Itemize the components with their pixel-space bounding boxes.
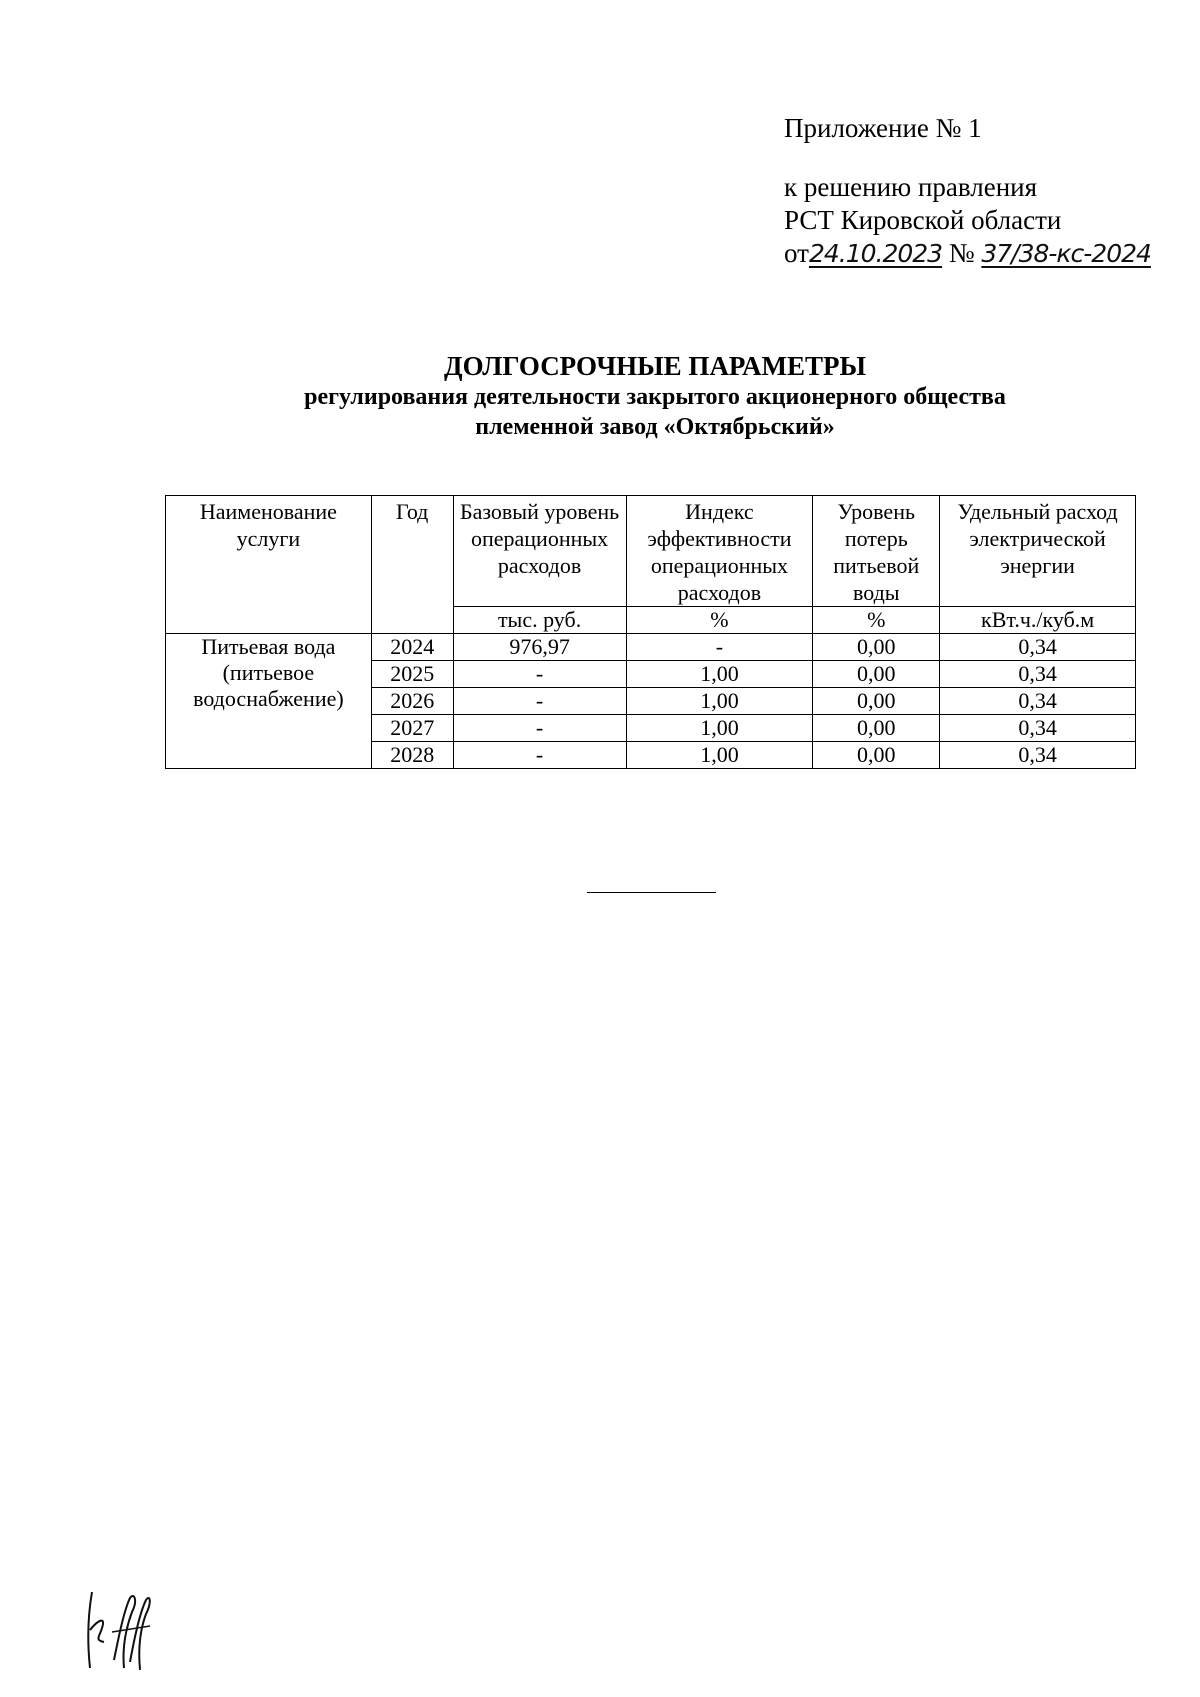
energy-cell: 0,34 bbox=[940, 715, 1136, 742]
efficiency-index-cell: 1,00 bbox=[626, 688, 813, 715]
number-prefix: № bbox=[948, 238, 975, 268]
efficiency-index-cell: 1,00 bbox=[626, 715, 813, 742]
energy-cell: 0,34 bbox=[940, 742, 1136, 769]
year-cell: 2028 bbox=[371, 742, 453, 769]
base-level-cell: - bbox=[453, 661, 626, 688]
water-loss-cell: 0,00 bbox=[813, 661, 940, 688]
column-header-service: Наименование услуги bbox=[166, 496, 372, 634]
year-cell: 2025 bbox=[371, 661, 453, 688]
appendix-block bbox=[784, 112, 1151, 270]
appendix-line-1: к решению правления bbox=[784, 172, 1038, 202]
parameters-table bbox=[165, 495, 1136, 769]
column-header-year: Год bbox=[371, 496, 453, 634]
appendix-line-2: РСТ Кировской области bbox=[784, 205, 1062, 235]
base-level-cell: - bbox=[453, 742, 626, 769]
document-title: ДОЛГОСРОЧНЫЕ ПАРАМЕТРЫ bbox=[444, 351, 866, 381]
column-header-efficiency-index: Индекс эффективности операционных расходов bbox=[626, 496, 813, 607]
base-level-cell: 976,97 bbox=[453, 634, 626, 661]
decision-number: 37/38-кс-2024 bbox=[981, 239, 1151, 268]
document-subtitle-1: регулирования деятельности закрытого акционерного общества bbox=[304, 384, 1006, 410]
year-cell: 2026 bbox=[371, 688, 453, 715]
efficiency-index-cell: - bbox=[626, 634, 813, 661]
energy-cell: 0,34 bbox=[940, 634, 1136, 661]
water-loss-cell: 0,00 bbox=[813, 742, 940, 769]
handwritten-signature-icon bbox=[84, 1590, 154, 1675]
end-divider bbox=[587, 892, 716, 893]
unit-base-level: тыс. руб. bbox=[453, 607, 626, 634]
appendix-title: Приложение № 1 bbox=[784, 113, 982, 143]
year-cell: 2027 bbox=[371, 715, 453, 742]
efficiency-index-cell: 1,00 bbox=[626, 661, 813, 688]
efficiency-index-cell: 1,00 bbox=[626, 742, 813, 769]
decision-date: 24.10.2023 bbox=[808, 239, 943, 268]
document-subtitle-2: племенной завод «Октябрьский» bbox=[475, 414, 835, 440]
table-row bbox=[166, 634, 1136, 661]
year-cell: 2024 bbox=[371, 634, 453, 661]
unit-water-loss: % bbox=[813, 607, 940, 634]
energy-cell: 0,34 bbox=[940, 688, 1136, 715]
base-level-cell: - bbox=[453, 688, 626, 715]
unit-energy: кВт.ч./куб.м bbox=[940, 607, 1136, 634]
service-name-cell: Питьевая вода (питьевое водоснабжение) bbox=[166, 634, 372, 769]
column-header-base-level: Базовый уровень операционных расходов bbox=[453, 496, 626, 607]
column-header-energy: Удельный расход электрической энергии bbox=[940, 496, 1136, 607]
water-loss-cell: 0,00 bbox=[813, 634, 940, 661]
appendix-reference bbox=[784, 171, 1151, 270]
unit-efficiency-index: % bbox=[626, 607, 813, 634]
water-loss-cell: 0,00 bbox=[813, 715, 940, 742]
base-level-cell: - bbox=[453, 715, 626, 742]
table-header-row bbox=[166, 496, 1136, 607]
energy-cell: 0,34 bbox=[940, 661, 1136, 688]
date-prefix: от bbox=[784, 238, 809, 268]
water-loss-cell: 0,00 bbox=[813, 688, 940, 715]
column-header-water-loss: Уровень потерь питьевой воды bbox=[813, 496, 940, 607]
document-heading bbox=[0, 350, 1200, 442]
appendix-date-number bbox=[784, 237, 1151, 270]
